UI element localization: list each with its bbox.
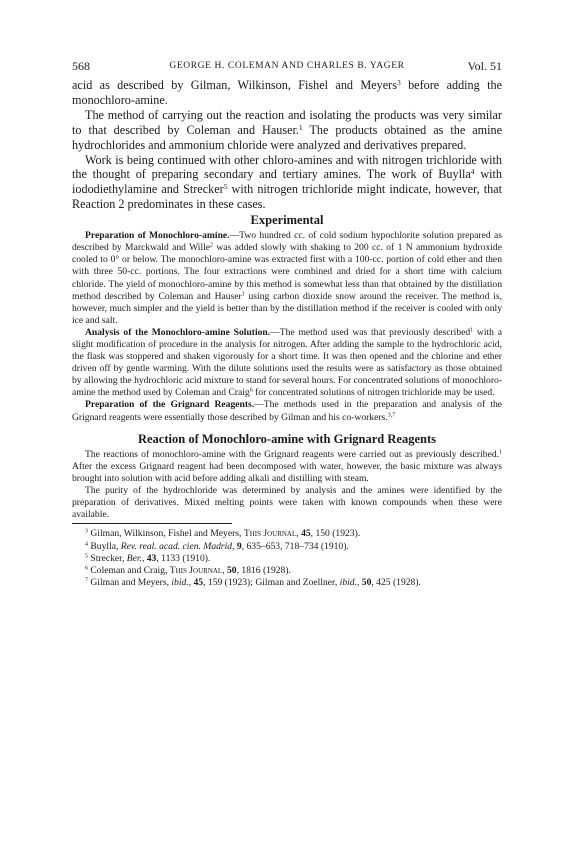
paragraph-grignard-prep: Preparation of the Grignard Reagents.—The methods used in the preparation and analysis of the Grignard reagents were essentially those described by Gilman and his co-workers.$^{3,7}$ — [72, 399, 502, 423]
intro-paragraph: Work is being continued with other chloro-amines and with nitrogen trichloride with the thought of preparing secondary and tertiary amines. The work of Buylla$^4$ with iododiethylamine and Strecker$^5$ with nitrogen trichloride might indicate, however, that Reaction 2 predominates in these cases. — [72, 152, 502, 212]
paragraph-prep-monochloroamine: Preparation of Monochloro-amine.—Two hundred cc. of cold sodium hypochlorite solution prepared as described by Marckwald and Wille$^2$ was added slowly with shaking to 200 cc. of 1 N ammonium hydroxide cooled to 0° or below. The monochloro-amine was extracted first with a 100-cc. portion of cold ether and then with three 50-cc. portions. The four extractions were combined and dried for a short time with calcium chloride. The yield of monochloro-amine by this method is somewhat less than that obtained by the distillation method described by Coleman and Hauser$^1$ using carbon dioxide snow around the receiver. The method is, however, much simpler and the yield is better than by the distillation method if the receiver is cooled with only ice and salt. — [72, 230, 502, 326]
footnote: $^3$ Gilman, Wilkinson, Fishel and Meyers, This Journal, 45, 150 (1923). — [85, 528, 361, 540]
volume-label: Vol. 51 — [467, 59, 502, 73]
running-title: GEORGE H. COLEMAN AND CHARLES B. YAGER — [169, 61, 405, 71]
intro-paragraph: The method of carrying out the reaction and isolating the products was very similar to that described by Coleman and Hauser.$^1$ The products obtained as the amine hydrochlorides and ammonium chloride were analyzed and derivatives prepared. — [72, 107, 502, 152]
paragraph-reaction-2: The purity of the hydrochloride was determined by analysis and the amines were identified by the preparation of derivatives. Mixed melting points were taken with known compounds when these were available. — [72, 484, 502, 521]
paragraph-reaction-1: The reactions of monochloro-amine with the Grignard reagents were carried out as previously described.$^1$ After the excess Grignard reagent had been decomposed with water, however, the basic mixture was always brought into solution with acid before adding alkali and distilling with steam. — [72, 448, 502, 484]
intro-paragraph: acid as described by Gilman, Wilkinson, Fishel and Meyers$^3$ before adding the monochloro-amine. — [72, 77, 503, 107]
footnote: $^5$ Strecker, Ber., 43, 1133 (1910). — [85, 552, 211, 564]
section-heading-reaction: Reaction of Monochloro-amine with Grignard Reagents — [137, 431, 436, 446]
article-body — [72, 78, 502, 590]
footnotes — [72, 528, 502, 589]
footnote: $^6$ Coleman and Craig, This Journal, 50, 1816 (1928). — [85, 565, 291, 577]
footnote-divider — [72, 523, 232, 524]
paragraph-analysis: Analysis of the Monochloro-amine Solution.—The method used was that previously described$^1$ with a slight modification of procedure in the analysis for nitrogen. After adding the sample to the hydrochloric acid, the flask was stoppered and shaken vigorously for a short time. It was then opened and the chlorine and ether driven off by gentle warming. With the dilute solutions used the results were as satisfactory as those obtained by allowing the hydrochloric acid mixture to stand for several hours. For concentrated solutions of monochloro-amine the method used by Coleman and Craig$^6$ for concentrated solutions of nitrogen trichloride may be used. — [72, 326, 503, 399]
footnote: $^7$ Gilman and Meyers, ibid., 45, 159 (1923); Gilman and Zoellner, ibid., 50, 425 (1928). — [85, 577, 421, 589]
running-header — [72, 58, 502, 74]
page-number: 568 — [72, 59, 90, 73]
section-heading-experimental: Experimental — [250, 213, 324, 228]
footnote: $^4$ Buylla, Rev. real. acad. cien. Madrid, 9, 635–653, 718–734 (1910). — [85, 540, 349, 552]
